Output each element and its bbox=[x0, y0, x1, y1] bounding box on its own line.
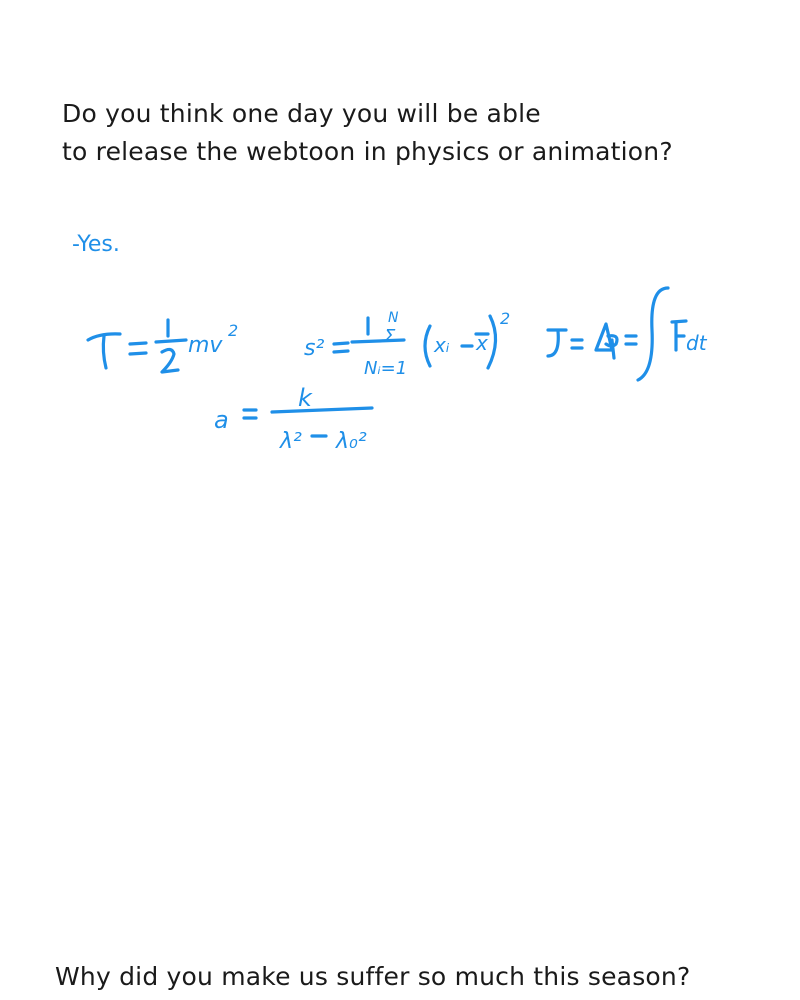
svg-text:Nᵢ=1: Nᵢ=1 bbox=[364, 358, 408, 379]
svg-text:xᵢ: xᵢ bbox=[434, 333, 450, 357]
question-bottom: Why did you make us suffer so much this season? bbox=[55, 962, 691, 991]
formula-cauchy bbox=[214, 384, 372, 454]
svg-text:x: x bbox=[476, 331, 488, 355]
svg-text:N: N bbox=[388, 310, 399, 326]
svg-text:2: 2 bbox=[500, 309, 511, 328]
question-top-line-2: to release the webtoon in physics or animation? bbox=[62, 137, 673, 166]
answer-text: -Yes. bbox=[72, 232, 120, 257]
formula-impulse bbox=[548, 288, 708, 380]
svg-text:s²: s² bbox=[304, 336, 325, 361]
svg-text:dt: dt bbox=[686, 331, 707, 355]
question-top-line-1: Do you think one day you will be able bbox=[62, 99, 541, 128]
svg-text:mv: mv bbox=[188, 333, 223, 358]
formula-variance bbox=[304, 309, 510, 379]
formula-kinetic-energy bbox=[88, 320, 238, 372]
svg-text:k: k bbox=[298, 384, 312, 412]
svg-text:2: 2 bbox=[228, 321, 239, 340]
svg-text:λ₀²: λ₀² bbox=[336, 429, 367, 454]
svg-text:Σ: Σ bbox=[384, 326, 396, 347]
svg-text:a: a bbox=[214, 406, 229, 434]
svg-text:λ²: λ² bbox=[280, 429, 302, 454]
